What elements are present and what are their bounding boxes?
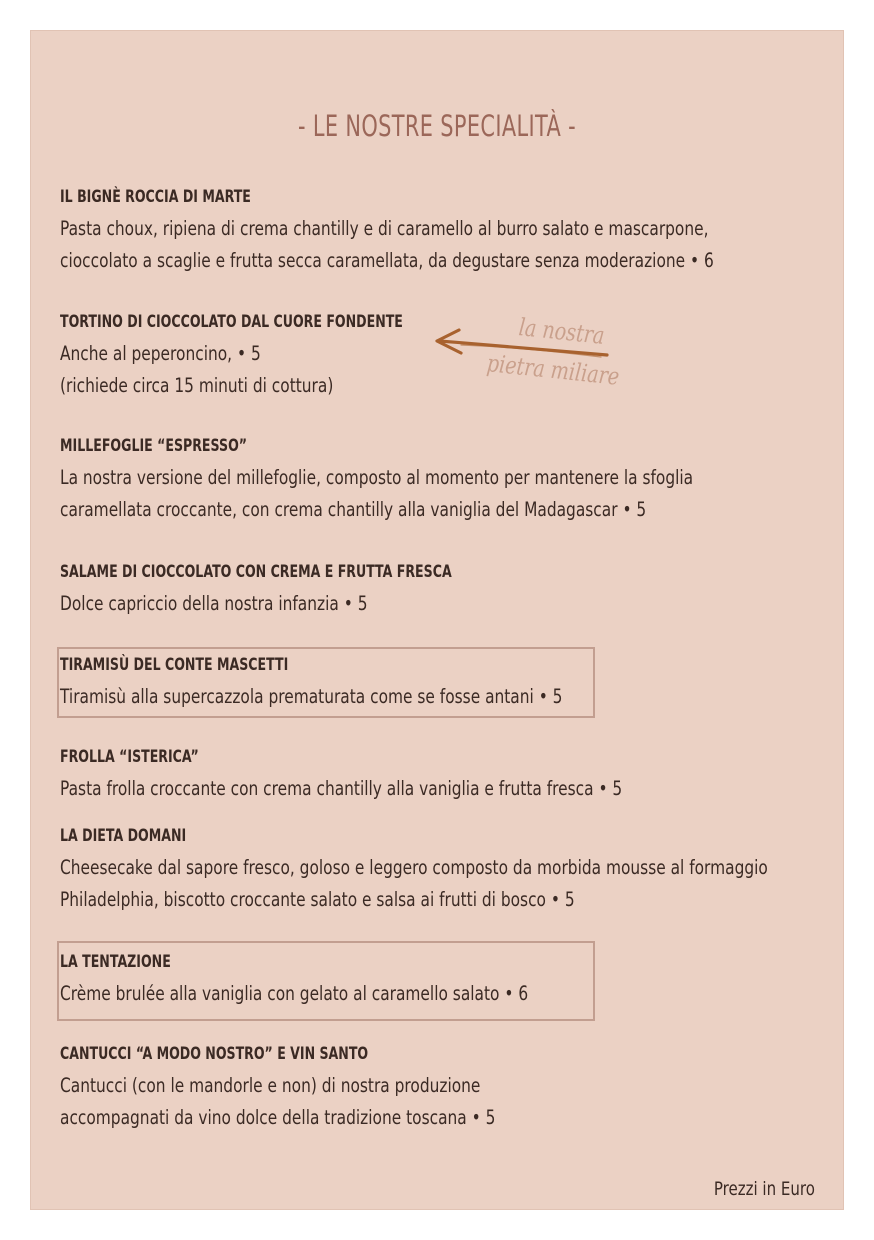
menu-item-description: Crème brulée alla vaniglia con gelato al caramello salato • 6 <box>60 982 529 1005</box>
menu-item-name: CANTUCCI “A MODO NOSTRO” E VIN SANTO <box>60 1044 369 1064</box>
menu-item-name: FROLLA “ISTERICA” <box>60 747 199 767</box>
page-title: - LE NOSTRE SPECIALITÀ - <box>297 109 577 143</box>
menu-item-description: Anche al peperoncino, • 5 <box>60 342 261 365</box>
menu-item-description: Dolce capriccio della nostra infanzia • 5 <box>60 592 368 615</box>
prices-note: Prezzi in Euro <box>713 1178 815 1200</box>
menu-item-description: Cheesecake dal sapore fresco, goloso e leggero composto da morbida mousse al formaggio <box>60 856 768 879</box>
menu-item-name: LA DIETA DOMANI <box>60 826 187 846</box>
menu-item-description: (richiede circa 15 minuti di cottura) <box>60 374 334 397</box>
menu-item-name: IL BIGNÈ ROCCIA DI MARTE <box>60 187 251 207</box>
menu-item-name: LA TENTAZIONE <box>60 952 171 972</box>
annotation-line-2: pietra miliare <box>485 349 621 391</box>
menu-item-name: TORTINO DI CIOCCOLATO DAL CUORE FONDENTE <box>60 312 403 332</box>
menu-item-description: Pasta choux, ripiena di crema chantilly e di caramello al burro salato e mascarpone, <box>60 217 709 240</box>
menu-item-description: cioccolato a scaglie e frutta secca caramellata, da degustare senza moderazione • 6 <box>60 249 714 272</box>
menu-page <box>30 30 844 1210</box>
menu-item-description: caramellata croccante, con crema chantilly alla vaniglia del Madagascar • 5 <box>60 498 647 521</box>
menu-item-description: La nostra versione del millefoglie, composto al momento per mantenere la sfoglia <box>60 466 694 489</box>
menu-item-millefoglie <box>60 431 820 526</box>
menu-item-description: Tiramisù alla supercazzola prematurata come se fosse antani • 5 <box>60 685 563 708</box>
menu-item-bigne <box>60 182 820 277</box>
menu-item-name: TIRAMISÙ DEL CONTE MASCETTI <box>60 655 289 675</box>
menu-item-name: MILLEFOGLIE “ESPRESSO” <box>60 436 248 456</box>
menu-item-cantucci <box>60 1039 820 1134</box>
menu-item-salame <box>60 557 820 620</box>
menu-item-tiramisu <box>60 650 820 713</box>
menu-item-name: SALAME DI CIOCCOLATO CON CREMA E FRUTTA FRESCA <box>60 562 452 582</box>
menu-item-description: accompagnati da vino dolce della tradizione toscana • 5 <box>60 1106 496 1129</box>
menu-item-description: Cantucci (con le mandorle e non) di nostra produzione <box>60 1074 481 1097</box>
menu-item-description: Philadelphia, biscotto croccante salato e salsa ai frutti di bosco • 5 <box>60 888 575 911</box>
annotation-line-1: la nostra <box>517 313 606 350</box>
menu-item-frolla <box>60 742 820 805</box>
handwritten-annotation <box>431 301 641 401</box>
menu-item-dieta <box>60 821 820 916</box>
menu-item-tentazione <box>60 947 820 1010</box>
menu-item-description: Pasta frolla croccante con crema chantilly alla vaniglia e frutta fresca • 5 <box>60 777 623 800</box>
